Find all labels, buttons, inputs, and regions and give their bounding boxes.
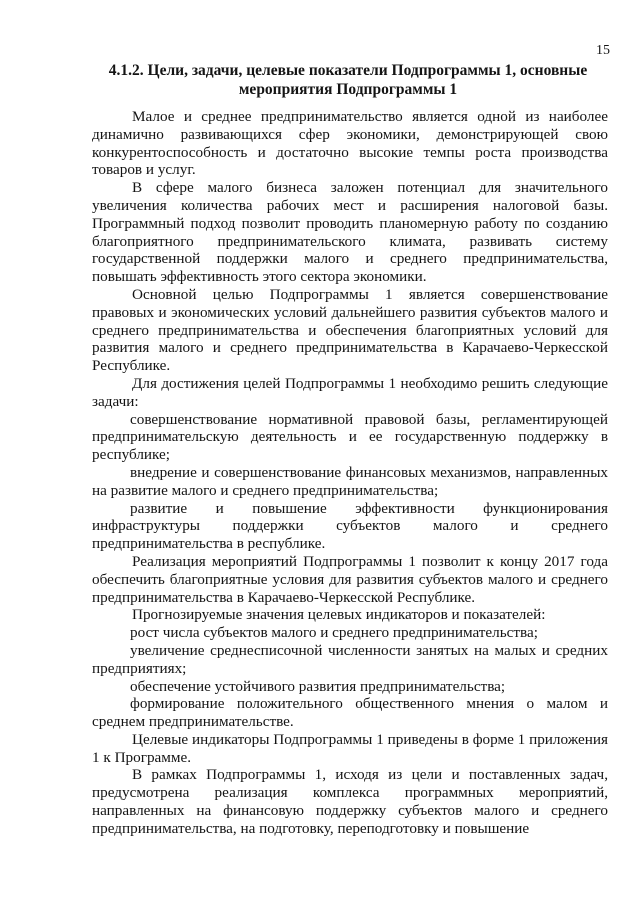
task-list-item: внедрение и совершенствование финансовых механизмов, направленных на развитие малого и среднего предпринимательства;	[92, 463, 608, 499]
paragraph: Реализация мероприятий Подпрограммы 1 позволит к концу 2017 года обеспечить благоприятные условия для развития субъектов малого и среднего предпринимательства в Карачаево-Черкесской Республике.	[92, 552, 608, 606]
page-number: 15	[596, 43, 610, 58]
paragraph: В сфере малого бизнеса заложен потенциал для значительного увеличения количества рабочих мест и расширения налоговой базы. Программный подход позволит проводить планомерную работу по созданию благоприятного предпринимательского климата, развивать систему государственной поддержки малого и среднего предпринимательства, повышать эффективность этого сектора экономики.	[92, 179, 608, 286]
indicator-list-item: обеспечение устойчивого развития предпринимательства;	[130, 677, 506, 695]
paragraph: Для достижения целей Подпрограммы 1 необходимо решить следующие задачи:	[92, 374, 608, 410]
paragraph: В рамках Подпрограммы 1, исходя из цели и поставленных задач, предусмотрена реализация комплекса программных мероприятий, направленных на финансовую поддержку субъектов малого и среднего предпринимательства, на подготовку, переподготовку и повышение	[92, 766, 608, 837]
task-list-item: развитие и повышение эффективности функционирования инфраструктуры поддержки субъектов малого и среднего предпринимательства в республике.	[92, 499, 608, 553]
section-heading: 4.1.2. Цели, задачи, целевые показатели Подпрограммы 1, основные мероприятия Подпрограммы 1	[108, 62, 588, 98]
task-list-item: совершенствование нормативной правовой базы, регламентирующей предпринимательскую деятельность и ее государственную поддержку в республике;	[92, 410, 608, 464]
paragraph: Основной целью Подпрограммы 1 является совершенствование правовых и экономических условий дальнейшего развития субъектов малого и среднего предпринимательства и обеспечения благоприятных условий для развития малого и среднего предпринимательства в Карачаево-Черкесской Республике.	[92, 285, 608, 375]
paragraph: Прогнозируемые значения целевых индикаторов и показателей:	[132, 606, 546, 624]
paragraph: Малое и среднее предпринимательство является одной из наиболее динамично развивающихся сфер экономики, демонстрирующей свою конкурентоспособность и достаточно высокие темпы роста производства товаров и услуг.	[92, 108, 608, 179]
indicator-list-item: увеличение среднесписочной численности занятых на малых и средних предприятиях;	[92, 641, 608, 677]
indicator-list-item: формирование положительного общественного мнения о малом и среднем предпринимательстве.	[92, 695, 608, 731]
paragraph: Целевые индикаторы Подпрограммы 1 приведены в форме 1 приложения 1 к Программе.	[92, 730, 608, 766]
body-text	[92, 108, 608, 838]
indicator-list-item: рост числа субъектов малого и среднего предпринимательства;	[130, 624, 538, 642]
